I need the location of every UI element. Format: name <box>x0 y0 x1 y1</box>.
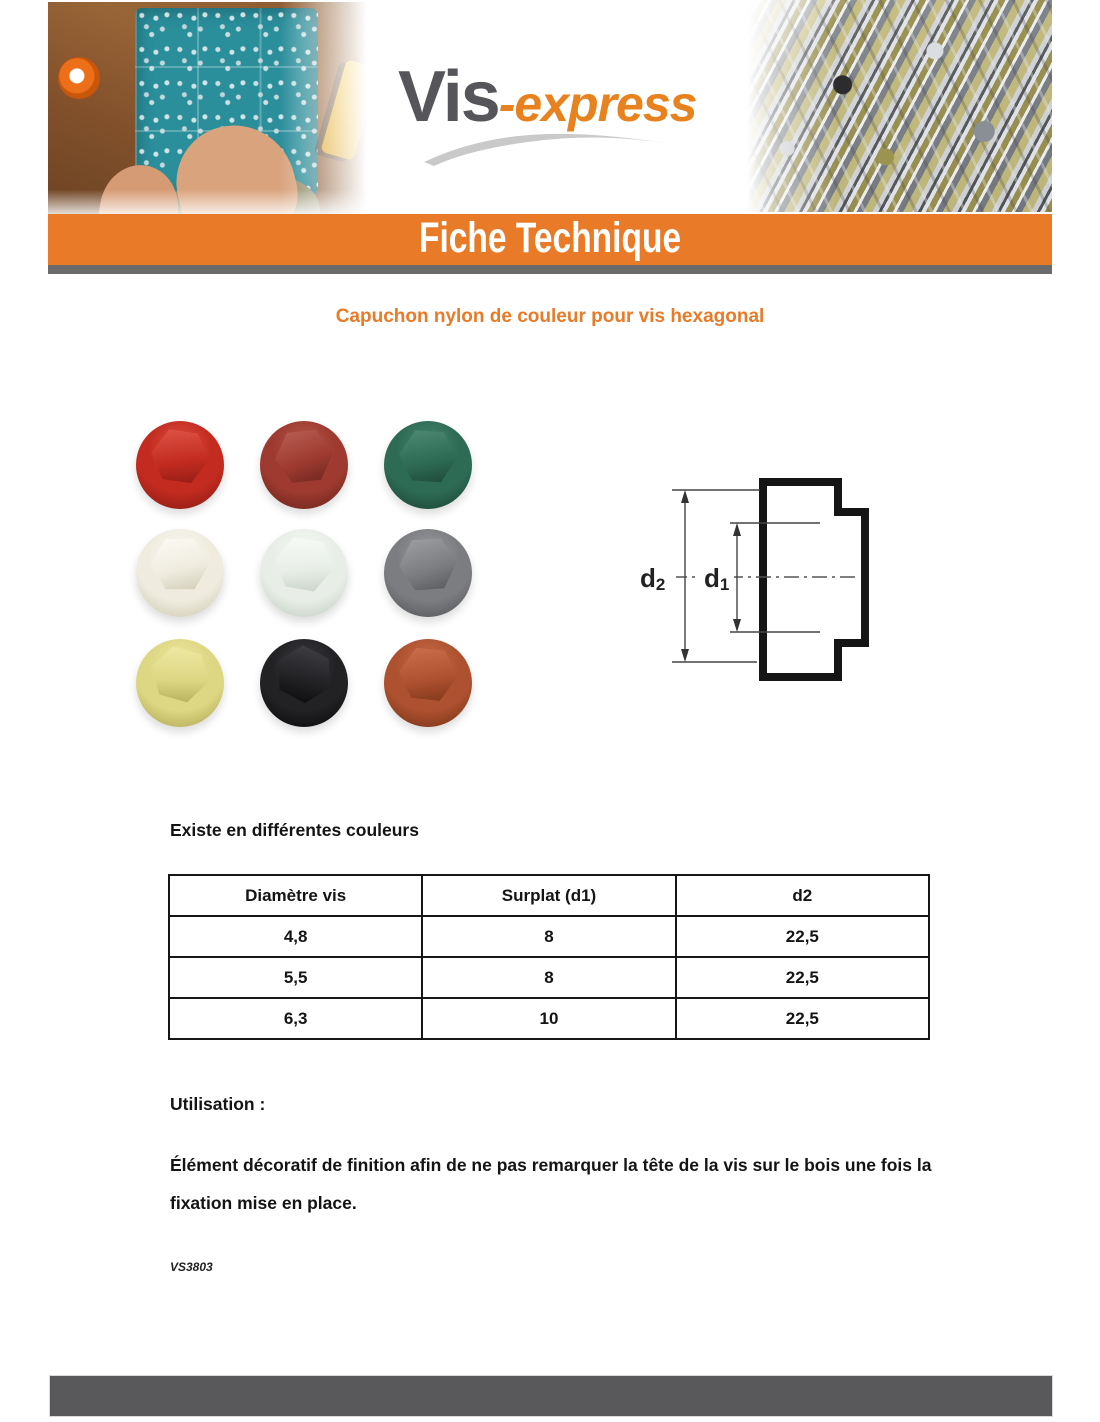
sleeve <box>145 163 327 215</box>
usage-text: Élément décoratif de finition afin de ne pas remarquer la tête de la vis sur le bois une fois la fixation mise en place. <box>170 1155 932 1213</box>
cap-black <box>260 639 348 727</box>
hex-recess <box>266 636 343 711</box>
workshop-photo <box>48 2 370 215</box>
hex-recess <box>145 640 216 708</box>
cell-diametre: 5,5 <box>169 957 422 998</box>
hand-2 <box>92 159 184 215</box>
logo-swoosh-icon <box>418 130 678 166</box>
cap-cross-section <box>763 482 865 677</box>
cap-gray <box>384 529 472 617</box>
tape-measure <box>58 57 100 99</box>
table-header-row <box>169 875 929 916</box>
cell-diametre: 4,8 <box>169 916 422 957</box>
col-header-d2: d2 <box>676 875 929 916</box>
dimensions-table <box>168 874 930 1040</box>
dimension-diagram <box>620 450 920 710</box>
cell-d2: 22,5 <box>676 998 929 1039</box>
table-row <box>169 916 929 957</box>
hex-recess <box>396 644 459 704</box>
screws-texture <box>135 8 319 195</box>
table-row <box>169 957 929 998</box>
col-header-surplat: Surplat (d1) <box>422 875 675 916</box>
logo-text <box>398 56 758 138</box>
cap-green <box>384 421 472 509</box>
fiche-technique-banner <box>48 214 1052 265</box>
screws-pile-photo <box>744 0 1052 212</box>
cap-terracotta <box>384 639 472 727</box>
banner-underline-bar <box>48 265 1052 274</box>
hand <box>164 112 308 215</box>
cap-red <box>136 421 224 509</box>
vis-express-logo <box>398 56 758 138</box>
screws-stripes <box>744 0 1052 212</box>
hex-recess <box>271 532 338 596</box>
label-d2: d2 <box>640 563 666 594</box>
cap-white <box>260 529 348 617</box>
col-header-diametre: Diamètre vis <box>169 875 422 916</box>
cell-diametre: 6,3 <box>169 998 422 1039</box>
cap-off-white <box>136 529 224 617</box>
screws-crosshatch <box>744 0 1052 212</box>
footer-bar <box>50 1376 1052 1416</box>
table-row <box>169 998 929 1039</box>
colors-note: Existe en différentes couleurs <box>170 820 419 840</box>
cell-d2: 22,5 <box>676 916 929 957</box>
label-d1: d1 <box>704 563 730 594</box>
logo-secondary: -express <box>498 76 697 132</box>
hex-recess <box>272 426 335 486</box>
page-title: Capuchon nylon de couleur pour vis hexagonal <box>335 306 765 327</box>
hex-recess <box>397 427 459 485</box>
banner-title: Fiche Technique <box>418 214 682 262</box>
caps-product-image <box>136 421 476 731</box>
cap-pale-yellow <box>136 639 224 727</box>
cell-surplat: 10 <box>422 998 675 1039</box>
yellow-tool <box>320 59 370 161</box>
logo-primary: Vis <box>398 57 499 137</box>
screw-heads <box>744 0 1052 212</box>
cell-surplat: 8 <box>422 957 675 998</box>
reference-code: VS3803 <box>170 1260 213 1274</box>
hex-recess <box>147 425 212 487</box>
screw-organizer-box <box>135 8 319 195</box>
cell-d2: 22,5 <box>676 957 929 998</box>
cap-dark-red <box>260 421 348 509</box>
hex-recess <box>151 537 209 592</box>
cell-surplat: 8 <box>422 916 675 957</box>
usage-heading: Utilisation : <box>170 1094 266 1114</box>
hex-recess <box>397 535 459 593</box>
